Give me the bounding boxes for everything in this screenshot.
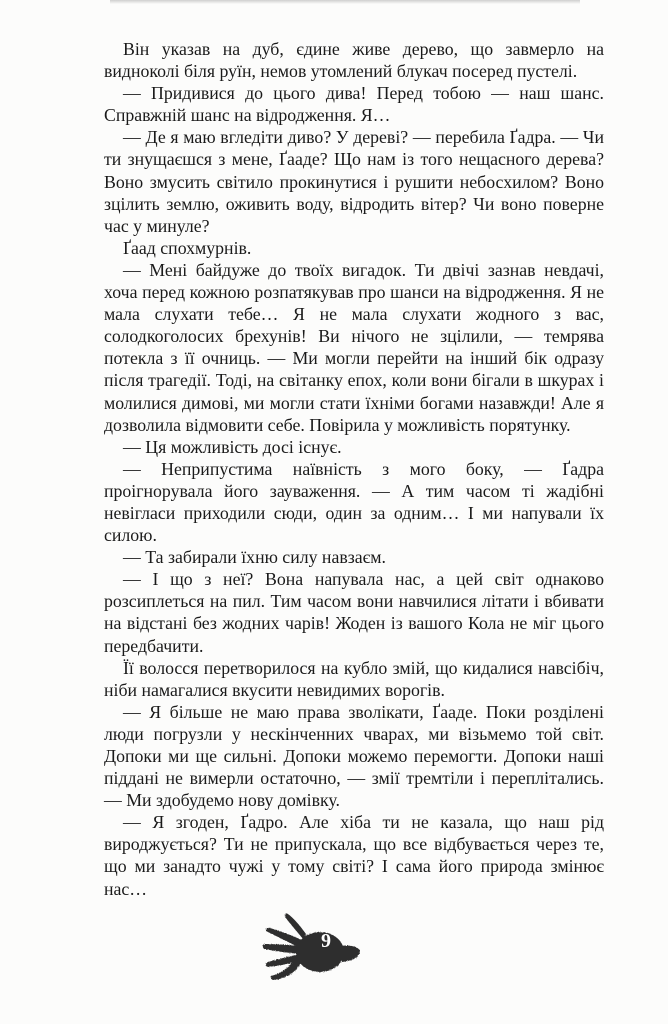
paragraph: — Та забирали їхню силу навзаєм.	[123, 547, 386, 568]
paragraph: — Де я маю вгледіти диво? У дереві? — перебила Ґадра. — Чи ти знущаєшся з мене, Ґааде? Що нам із того нещасного дерева? Воно змусить світило прокинутися і рушити небосхилом? Воно зцілить землю, оживить воду, відродить вітер? Чи воно поверне час у минуле?	[104, 127, 604, 236]
body-text	[104, 38, 604, 900]
paragraph: — Ця можливість досі існує.	[123, 436, 342, 457]
paragraph: — Неприпустима наївність з мого боку, — Ґадра проігнорувала його зауваження. — А тим часом ті жадібні невігласи приходили сюди, один за одним… І ми напували їх силою.	[104, 458, 604, 546]
paragraph: — Я більше не маю права зволікати, Ґааде. Поки розділені люди погрузли у нескінченних чварах, ми візьмемо той світ. Допоки ми ще сильні. Допоки можемо перемогти. Допоки наші піддані не вимерли остаточно, — змії тремтіли і переплітались. — Ми здобудемо нову домівку.	[104, 701, 604, 811]
top-edge-shadow	[110, 0, 580, 4]
paragraph: Він указав на дуб, єдине живе дерево, що завмерло на видноколі біля руїн, немов утомлений блукач посеред пустелі.	[104, 39, 604, 82]
page-number: 9	[321, 930, 331, 952]
paragraph: Ґаад спохмурнів.	[123, 237, 252, 258]
paragraph: — І що з неї? Вона напувала нас, а цей світ однаково розсиплеться на пил. Тим часом вони навчилися літати і вбивати на відстані без жодних чарів! Жоден із вашого Кола не міг цього передбачити.	[104, 569, 604, 656]
paragraph: Її волосся перетворилося на кубло змій, що кидалися навсібіч, ніби намагалися вкусити невидимих ворогів.	[104, 657, 604, 700]
paragraph: — Я згоден, Ґадро. Але хіба ти не казала, що наш рід вироджується? Ти не припускала, що все відбувається через те, що ми занадто чужі у тому світі? І сама його природа змінює нас…	[104, 812, 604, 899]
paragraph: — Придивися до цього дива! Перед тобою — наш шанс. Справжній шанс на відродження. Я…	[104, 83, 604, 126]
paragraph: — Мені байдуже до твоїх вигадок. Ти двічі зазнав невдачі, хоча перед кожною розпатякував про шанси на відродження. Я не мала слухати тебе… Я не мала слухати жодного з вас, солодкоголосих брехунів! Ви нічого не зцілили, — темрява потекла з її очниць. — Ми могли перейти на інший бік одразу після трагедії. Тоді, на світанку епох, коли вони бігали в шкурах і молилися димові, ми могли стати їхніми богами назавжди! Але я дозволила відмовити себе. Повірила у можливість порятунку.	[104, 259, 604, 435]
